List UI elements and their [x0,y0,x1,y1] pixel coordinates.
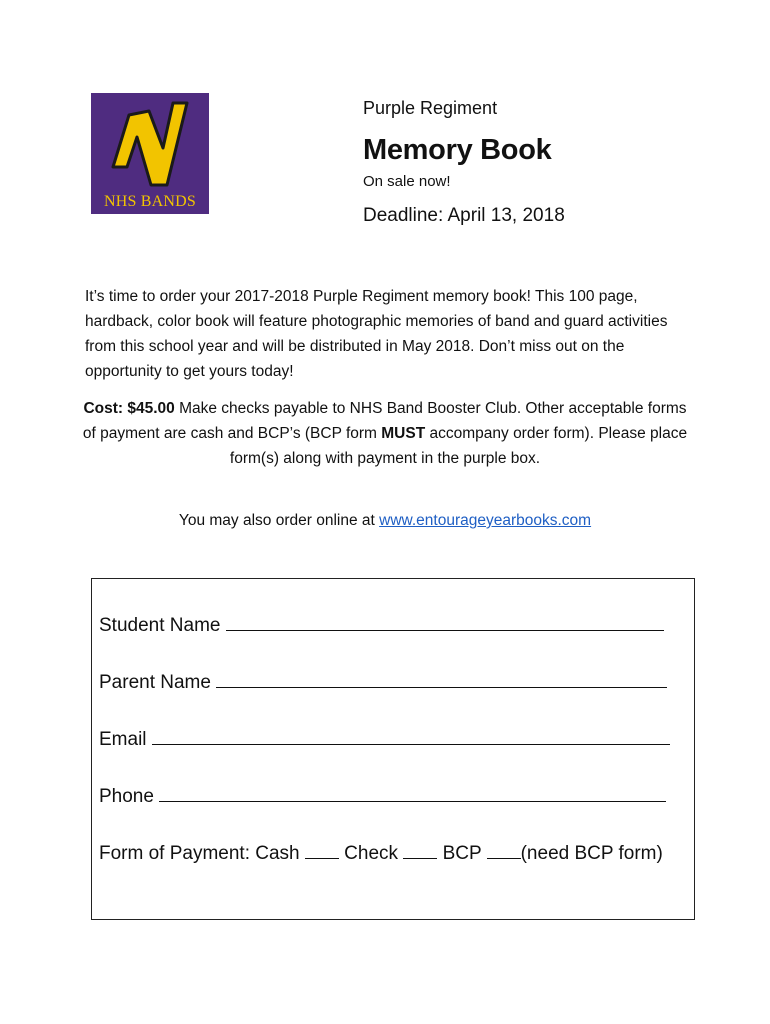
order-form [91,578,695,920]
student-name-row [99,612,664,639]
cash-blank[interactable] [305,840,339,859]
intro-paragraph: It’s time to order your 2017-2018 Purple Regiment memory book! This 100 page, hardback, color book will feature photographic memories of band and guard activities from this school year and will be distributed in May 2018. Don’t miss out on the opportunity to get yours today! [85,288,668,380]
student-name-field[interactable] [226,612,664,631]
cost-emphasis: MUST [381,425,426,442]
deadline: Deadline: April 13, 2018 [363,205,565,226]
student-name-label: Student Name [99,615,226,636]
bcp-label: BCP [437,843,487,864]
email-field[interactable] [152,726,670,745]
phone-field[interactable] [159,783,666,802]
header-block [363,95,743,229]
phone-row [99,783,666,810]
organization-name: Purple Regiment [363,98,498,118]
logo-text: NHS BANDS [103,193,197,210]
parent-name-label: Parent Name [99,672,217,693]
payment-label: Form of Payment: Cash [99,843,305,864]
email-row [99,726,670,753]
bcp-note: (need BCP form) [520,843,663,864]
online-text: You may also order online at [178,512,380,529]
parent-name-field[interactable] [216,669,667,688]
online-order-line [80,508,690,533]
email-label: Email [99,729,152,750]
check-label: Check [338,843,404,864]
bcp-blank[interactable] [487,840,521,859]
cost-text-before: Make checks payable to NHS Band Booster Club. Other acceptable forms of payment are cash and BCP’s (BCP form [82,400,687,442]
phone-label: Phone [99,786,160,807]
payment-row [99,840,663,867]
online-order-link[interactable]: www.entourageyearbooks.com [379,512,592,529]
cost-paragraph [80,396,690,471]
nhs-bands-logo [91,93,209,214]
sale-note: On sale now! [363,173,451,190]
check-blank[interactable] [403,840,437,859]
parent-name-row [99,669,667,696]
cost-label: Cost: $45.00 [83,400,175,417]
page-title: Memory Book [363,134,552,166]
cost-text-after: accompany order form). Please place form(s) along with payment in the purple box. [229,425,688,467]
